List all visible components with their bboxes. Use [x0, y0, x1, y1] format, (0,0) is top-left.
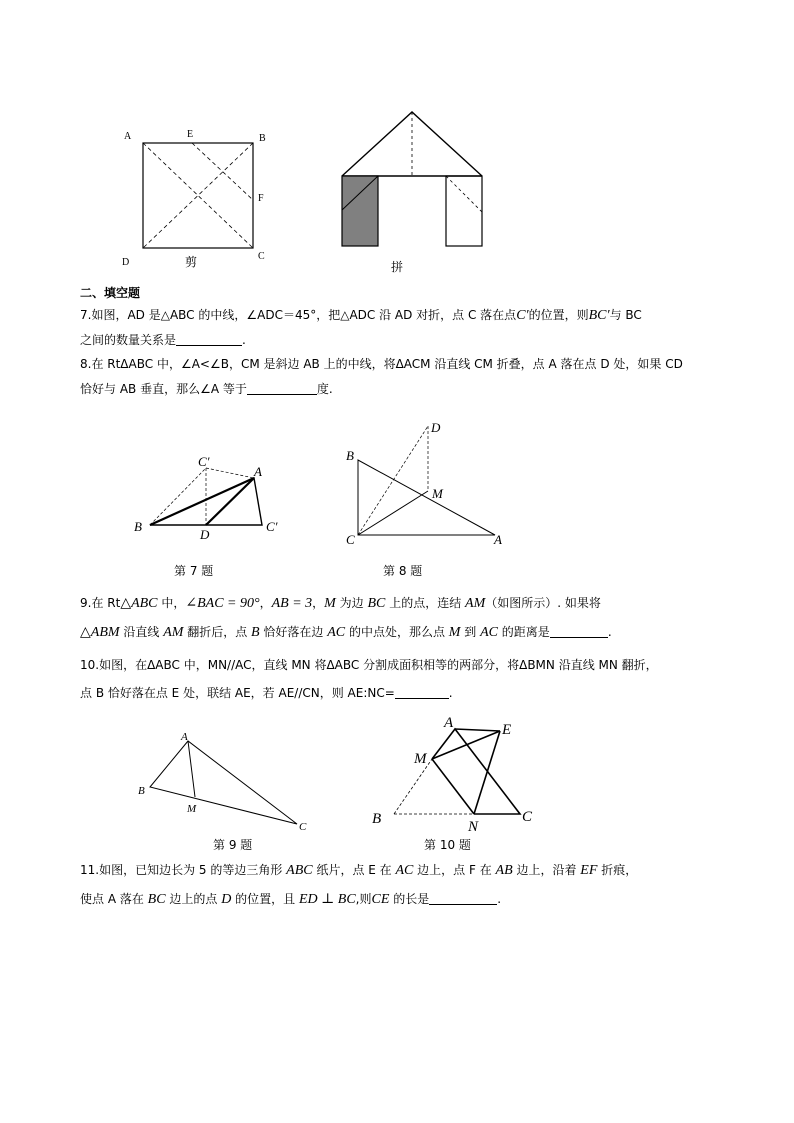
- figure-q9: [135, 727, 315, 832]
- answer-blank-8[interactable]: [247, 380, 317, 395]
- label-e: E: [187, 129, 194, 140]
- q10-label-b: B: [372, 811, 382, 827]
- left-pillar-shaded: [342, 176, 378, 246]
- q8-label-c: C: [346, 532, 355, 547]
- question-7: [80, 303, 720, 353]
- q10-label-c: C: [522, 809, 533, 825]
- q9-label-a: A: [181, 731, 188, 743]
- q7-label-a: A: [254, 464, 262, 479]
- section-title: 二、填空题: [80, 286, 141, 300]
- q7-label-c2: C′: [266, 519, 278, 534]
- q9-label-m: M: [187, 803, 197, 815]
- question-10-line-1: 10.如图，在ΔABC 中，MN//AC，直线 MN 将ΔABC 分割成面积相等的两部分，将ΔBMN 沿直线 MN 翻折，: [80, 658, 658, 672]
- caption-cut: 剪: [185, 255, 198, 269]
- label-d: D: [122, 257, 130, 268]
- question-8-line-2: 恰好与 AB 垂直，那么∠A 等于 度.: [80, 382, 333, 396]
- q10-label-n: N: [468, 819, 479, 835]
- q10-line-ae: [455, 729, 500, 731]
- question-11-line-2: 使点 A 落在 BC 边上的点 D 的位置，且 ED ⊥ BC,则CE 的长是 .: [80, 892, 502, 907]
- q7-line-ad: [206, 478, 254, 525]
- right-pillar: [446, 176, 482, 246]
- question-10: [80, 651, 720, 707]
- question-7-line-1: 7.如图，AD 是△ABC 的中线，∠ADC＝45°，把△ADC 沿 AD 对折，点 C 落在点C′的位置，则BC′与 BC: [80, 308, 642, 323]
- question-7-line-2: 之间的数量关系是 .: [80, 333, 246, 347]
- question-8: [80, 352, 720, 402]
- q7-line-bc1: [150, 468, 206, 525]
- q10-label-m: M: [414, 751, 427, 767]
- q10-label-e: E: [502, 722, 512, 738]
- q9-triangle-abc: [150, 741, 297, 824]
- q7-label-d: D: [200, 527, 210, 542]
- label-b: B: [259, 133, 266, 144]
- cut-line-ef: [192, 143, 253, 200]
- q10-line-mn: [432, 759, 474, 814]
- answer-blank-7[interactable]: [176, 331, 242, 346]
- q9-line-am: [188, 741, 195, 797]
- q9-label-b: B: [138, 785, 145, 797]
- label-a: A: [124, 131, 132, 142]
- answer-blank-9[interactable]: [550, 623, 608, 638]
- figure-cut-square: [118, 125, 278, 268]
- q8-triangle-abc: [358, 460, 495, 535]
- figure-q8: [340, 418, 510, 550]
- figure-q10: [368, 711, 548, 833]
- label-c: C: [258, 251, 265, 262]
- caption-q9: 第 9 题: [213, 838, 253, 852]
- q10-line-bm: [394, 759, 432, 814]
- question-11: [80, 856, 720, 914]
- q8-label-a: A: [494, 532, 502, 547]
- figure-q7: [130, 450, 290, 550]
- q10-line-ne: [474, 731, 500, 814]
- q8-line-cd: [358, 426, 428, 535]
- label-f: F: [258, 193, 264, 204]
- caption-q8: 第 8 题: [383, 564, 423, 578]
- q8-label-m: M: [432, 486, 443, 501]
- question-10-line-2: 点 B 恰好落在点 E 处，联结 AE，若 AE//CN，则 AE:NC= .: [80, 686, 453, 700]
- q10-label-a: A: [444, 715, 454, 731]
- q8-line-cm: [358, 491, 428, 535]
- q10-outline-macn: [432, 729, 520, 814]
- answer-blank-11[interactable]: [429, 890, 497, 905]
- caption-assemble: 拼: [391, 260, 404, 274]
- question-9: [80, 589, 720, 647]
- q8-label-d: D: [431, 420, 441, 435]
- q7-label-b: B: [134, 519, 142, 534]
- q7-line-c1a: [206, 468, 254, 478]
- figure-assemble-house: [336, 106, 486, 251]
- answer-blank-10[interactable]: [395, 684, 449, 699]
- q7-line-ab: [150, 478, 254, 525]
- question-8-line-1: 8.在 RtΔABC 中，∠A<∠B，CM 是斜边 AB 上的中线，将ΔACM 沿直线 CM 折叠，点 A 落在点 D 处，如果 CD: [80, 357, 683, 371]
- question-9-line-1: 9.在 Rt△ABC 中，∠BAC = 90°，AB = 3，M 为边 BC 上的点，连结 AM（如图所示）. 如果将: [80, 596, 601, 611]
- question-11-line-1: 11.如图，已知边长为 5 的等边三角形 ABC 纸片，点 E 在 AC 边上，点 F 在 AB 边上，沿着 EF 折痕，: [80, 863, 638, 878]
- q8-label-b: B: [346, 448, 354, 463]
- caption-q10: 第 10 题: [424, 838, 471, 852]
- q9-label-c: C: [299, 821, 307, 833]
- q7-label-c1: C′: [198, 454, 210, 469]
- question-9-line-2: △ABM 沿直线 AM 翻折后，点 B 恰好落在边 AC 的中点处，那么点 M 到 AC 的距离是 .: [80, 625, 612, 640]
- right-pillar-diagonal: [446, 176, 482, 212]
- caption-q7: 第 7 题: [174, 564, 214, 578]
